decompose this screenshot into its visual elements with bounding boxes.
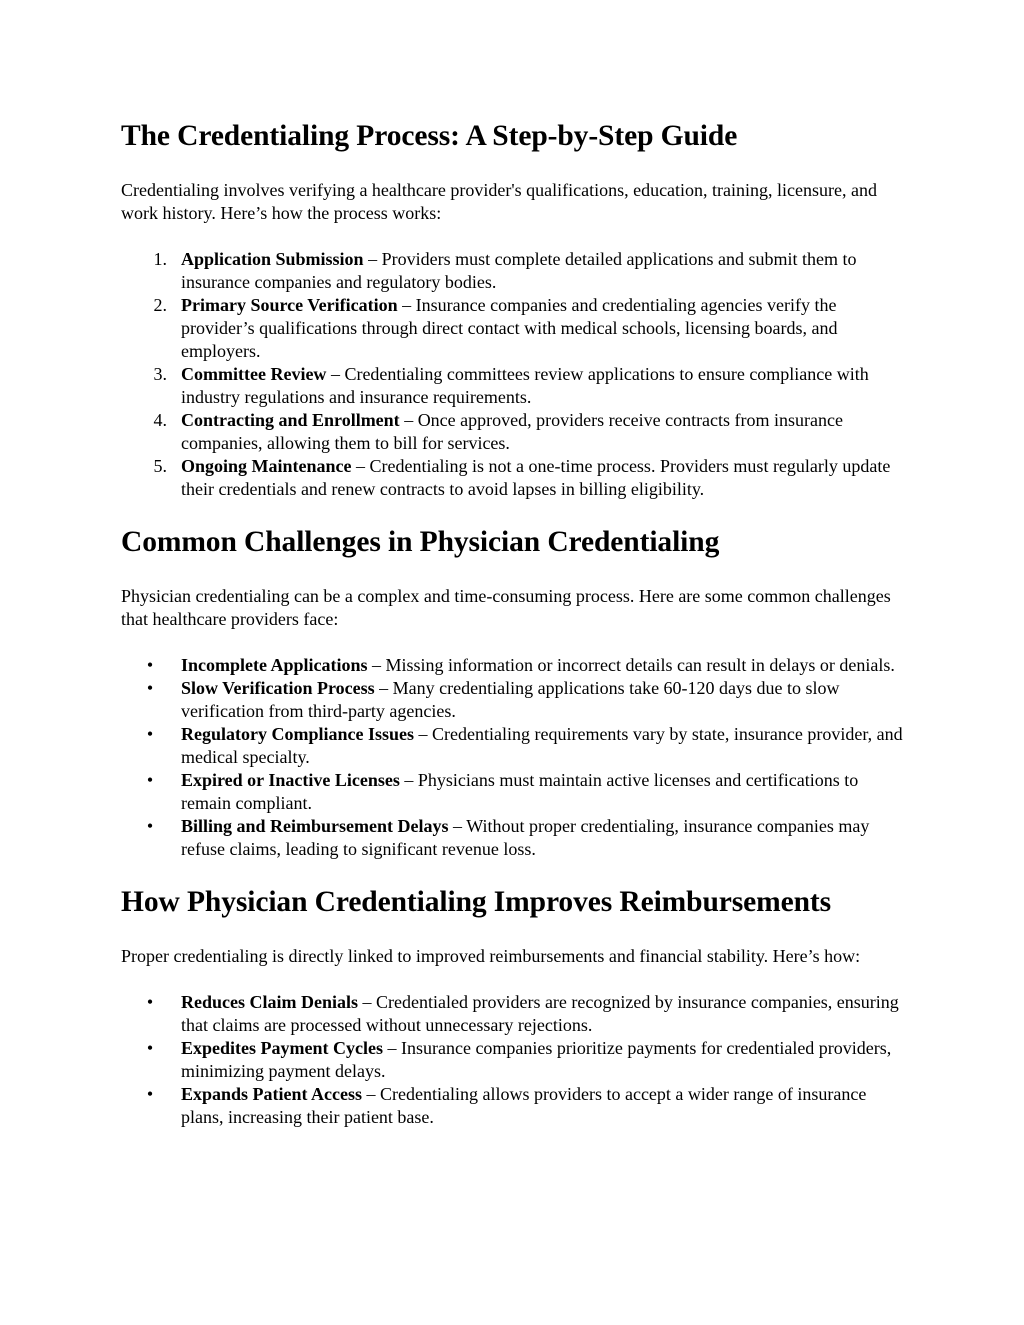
list-item-text: – Providers must complete detailed applications and submit them to insurance companies and regulatory bodies. <box>181 249 857 292</box>
list-item <box>121 248 911 294</box>
list-item <box>121 294 911 363</box>
bullet-list-challenges <box>121 654 911 861</box>
list-number: 1. <box>153 249 167 269</box>
numbered-list-process-steps <box>121 248 911 501</box>
list-number: 2. <box>153 295 167 315</box>
bullet-icon: • <box>146 992 154 1012</box>
list-item-text: – Credentialing allows providers to accept a wider range of insurance plans, increasing their patient base. <box>181 1084 867 1127</box>
list-item <box>121 654 911 677</box>
document-page <box>121 118 911 1129</box>
section-intro-reimbursements: Proper credentialing is directly linked to improved reimbursements and financial stability. Here’s how: <box>121 946 861 966</box>
bullet-icon: • <box>146 724 154 744</box>
list-item-text: – Many credentialing applications take 60-120 days due to slow verification from third-party agencies. <box>181 678 840 721</box>
list-item-term: Application Submission <box>181 249 364 269</box>
list-item <box>121 723 911 769</box>
list-item-text: – Physicians must maintain active licenses and certifications to remain compliant. <box>181 770 859 813</box>
list-item-term: Billing and Reimbursement Delays <box>181 816 449 836</box>
list-item-term: Slow Verification Process <box>181 678 375 698</box>
list-item-text: – Insurance companies and credentialing agencies verify the provider’s qualifications through direct contact with medical schools, licensing boards, and employers. <box>181 295 838 361</box>
bullet-icon: • <box>146 816 154 836</box>
bullet-icon: • <box>146 1038 154 1058</box>
list-item <box>121 815 911 861</box>
list-item <box>121 991 911 1037</box>
bullet-icon: • <box>146 1084 154 1104</box>
list-item <box>121 409 911 455</box>
list-item-term: Committee Review <box>181 364 327 384</box>
list-item <box>121 769 911 815</box>
list-item-text: – Credentialing committees review applications to ensure compliance with industry regulations and insurance requirements. <box>181 364 869 407</box>
bullet-icon: • <box>146 678 154 698</box>
list-item <box>121 363 911 409</box>
list-item-term: Expedites Payment Cycles <box>181 1038 383 1058</box>
bullet-list-reimbursement-benefits <box>121 991 911 1129</box>
list-item-text: – Insurance companies prioritize payments for credentialed providers, minimizing payment delays. <box>181 1038 892 1081</box>
bullet-icon: • <box>146 770 154 790</box>
list-number: 5. <box>153 456 167 476</box>
list-item-text: – Missing information or incorrect details can result in delays or denials. <box>367 655 895 675</box>
section-intro-common-challenges: Physician credentialing can be a complex and time-consuming process. Here are some common challenges that healthcare providers face: <box>121 586 891 629</box>
list-number: 3. <box>153 364 167 384</box>
list-item-text: – Once approved, providers receive contracts from insurance companies, allowing them to bill for services. <box>181 410 843 453</box>
list-item <box>121 1037 911 1083</box>
list-item-term: Expired or Inactive Licenses <box>181 770 400 790</box>
list-item <box>121 677 911 723</box>
list-item-term: Contracting and Enrollment <box>181 410 400 430</box>
section-heading-reimbursements: How Physician Credentialing Improves Reimbursements <box>121 886 832 918</box>
list-number: 4. <box>153 410 167 430</box>
list-item-term: Expands Patient Access <box>181 1084 363 1104</box>
list-item-term: Ongoing Maintenance <box>181 456 352 476</box>
list-item-text: – Credentialing requirements vary by state, insurance provider, and medical specialty. <box>181 724 903 767</box>
list-item-term: Primary Source Verification <box>181 295 398 315</box>
list-item-text: – Credentialed providers are recognized by insurance companies, ensuring that claims are processed without unnecessary rejections. <box>181 992 899 1035</box>
bullet-icon: • <box>146 655 154 675</box>
list-item-text: – Without proper credentialing, insurance companies may refuse claims, leading to significant revenue loss. <box>181 816 870 859</box>
list-item-term: Incomplete Applications <box>181 655 368 675</box>
list-item-text: – Credentialing is not a one-time process. Providers must regularly update their credentials and renew contracts to avoid lapses in billing eligibility. <box>181 456 891 499</box>
list-item-term: Regulatory Compliance Issues <box>181 724 414 744</box>
list-item-term: Reduces Claim Denials <box>181 992 358 1012</box>
list-item <box>121 455 911 501</box>
section-intro-credentialing-process: Credentialing involves verifying a healthcare provider's qualifications, education, training, licensure, and work history. Here’s how the process works: <box>121 180 877 223</box>
section-heading-credentialing-process: The Credentialing Process: A Step-by-Step Guide <box>121 120 738 152</box>
section-heading-common-challenges: Common Challenges in Physician Credentialing <box>121 526 720 558</box>
list-item <box>121 1083 911 1129</box>
